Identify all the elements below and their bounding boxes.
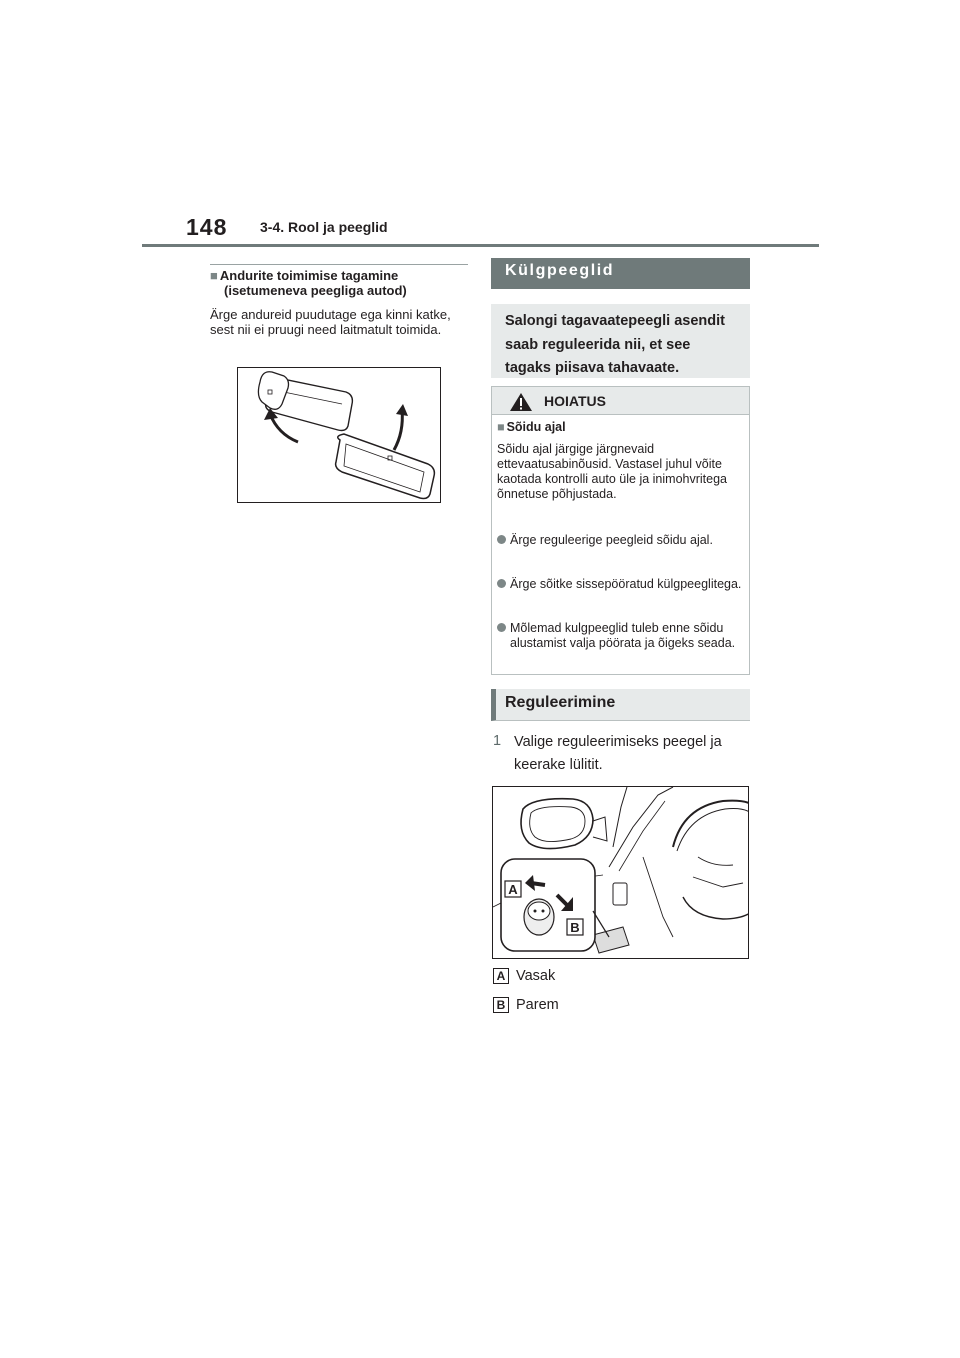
subsection-header-title: Reguleerimine bbox=[505, 694, 616, 711]
figure-label-b: B bbox=[570, 920, 580, 935]
warning-text: Sõidu ajal järgige järgnevaid ettevaatusabinõusid. Vastasel juhul võite kaotada kontrolli auto üle ja inimohvritega õnnetuse põhjustada. bbox=[497, 442, 727, 501]
figure-label-a: A bbox=[508, 882, 518, 897]
bullet-text: Ärge sõitke sissepööratud külgpeeglitega. bbox=[510, 577, 742, 591]
square-bullet-icon: ■ bbox=[210, 268, 218, 283]
square-bullet-icon: ■ bbox=[497, 420, 505, 434]
warning-triangle-icon bbox=[509, 392, 533, 412]
round-bullet-icon bbox=[497, 623, 506, 632]
section-header-title: Külgpeeglid bbox=[505, 262, 615, 279]
list-item bbox=[497, 577, 745, 592]
warning-label: HOIATUS bbox=[544, 393, 606, 409]
list-item bbox=[497, 621, 745, 651]
page-number: 148 bbox=[186, 214, 228, 240]
legend-text-right: Parem bbox=[516, 997, 559, 1013]
mirror-switch-illustration bbox=[492, 786, 749, 959]
warning-subheading-text: Sõidu ajal bbox=[506, 420, 566, 434]
header-divider bbox=[142, 244, 819, 247]
list-item bbox=[497, 533, 745, 548]
round-bullet-icon bbox=[497, 535, 506, 544]
section-title: 3-4. Rool ja peeglid bbox=[260, 219, 388, 235]
sensor-heading bbox=[210, 268, 468, 298]
rearview-mirror-illustration bbox=[237, 367, 441, 503]
legend-key-b: B bbox=[493, 997, 509, 1013]
left-divider bbox=[210, 264, 468, 265]
step-text: Valige reguleerimiseks peegel ja keerake lülitit. bbox=[514, 734, 722, 773]
bullet-text: Ärge reguleerige peegleid sõidu ajal. bbox=[510, 533, 713, 547]
intro-box: Salongi tagavaatepeegli asendit saab reguleerida nii, et see tagaks piisava tahavaate. bbox=[491, 304, 750, 378]
sensor-heading-text: Andurite toimimise tagamine (isetumeneva peegliga autod) bbox=[219, 268, 407, 298]
mirror-switch-drawing bbox=[493, 787, 748, 958]
round-bullet-icon bbox=[497, 579, 506, 588]
warning-subheading bbox=[497, 420, 566, 434]
legend-key-a: A bbox=[493, 968, 509, 984]
warning-box bbox=[491, 386, 750, 675]
sensor-body: Ärge andureid puudutage ega kinni katke, sest nii ei pruugi need laitmatult toimida. bbox=[210, 307, 451, 337]
warning-header bbox=[492, 387, 749, 415]
step-number: 1 bbox=[493, 733, 502, 749]
legend-text-left: Vasak bbox=[516, 968, 556, 984]
bullet-text: Mõlemad kulgpeeglid tuleb enne sõidu alustamist valja pöörata ja õigeks seada. bbox=[510, 621, 736, 650]
rearview-mirror-drawing bbox=[238, 368, 440, 502]
